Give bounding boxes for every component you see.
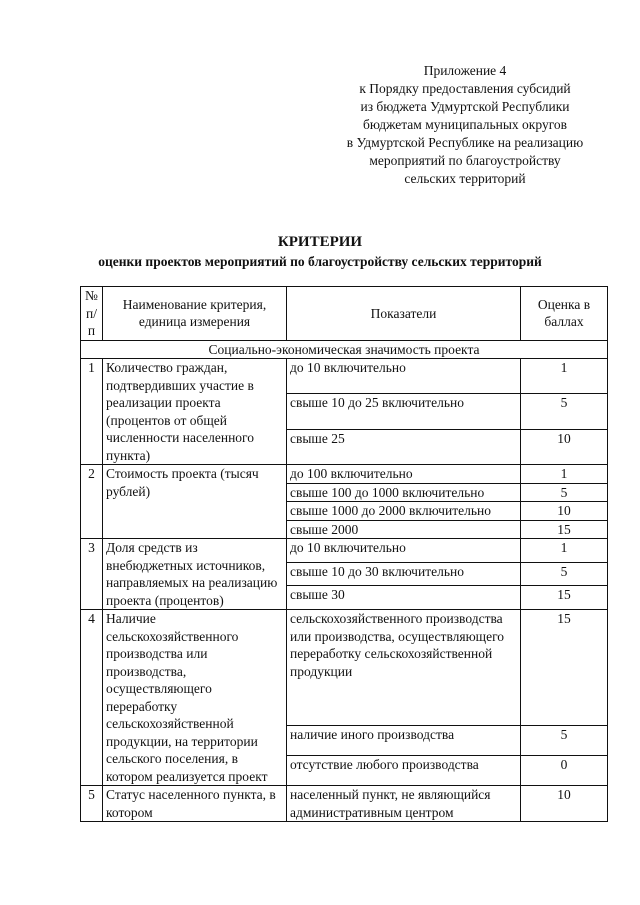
appendix-line: Приложение 4 xyxy=(423,63,507,78)
indicator: свыше 10 до 25 включительно xyxy=(287,394,521,429)
indicator: свыше 1000 до 2000 включительно xyxy=(287,502,521,521)
header-score: Оценка в баллах xyxy=(521,287,608,341)
score: 15 xyxy=(521,520,608,539)
section-title: Социально-экономическая значимость проекта xyxy=(81,340,608,359)
table-row xyxy=(81,539,608,563)
score: 15 xyxy=(521,586,608,610)
indicator: свыше 25 xyxy=(287,429,521,464)
criteria-table xyxy=(80,286,608,822)
indicator: наличие иного производства xyxy=(287,725,521,755)
criterion-name: Стоимость проекта (тысяч рублей) xyxy=(103,465,287,539)
document-subtitle: оценки проектов мероприятий по благоустройству сельских территорий xyxy=(98,254,542,269)
criterion-number: 2 xyxy=(81,465,103,539)
appendix-heading xyxy=(330,62,600,188)
indicator: свыше 100 до 1000 включительно xyxy=(287,483,521,502)
score: 5 xyxy=(521,562,608,586)
indicator: до 100 включительно xyxy=(287,465,521,484)
score: 15 xyxy=(521,610,608,726)
table-row xyxy=(81,786,608,822)
section-row xyxy=(81,340,608,359)
score: 10 xyxy=(521,502,608,521)
criterion-number: 1 xyxy=(81,359,103,465)
header-num: № п/п xyxy=(81,287,103,341)
score: 5 xyxy=(521,394,608,429)
table-row xyxy=(81,359,608,394)
score: 1 xyxy=(521,465,608,484)
score: 5 xyxy=(521,483,608,502)
appendix-line: бюджетам муниципальных округов xyxy=(362,117,568,132)
criterion-number: 3 xyxy=(81,539,103,610)
score: 10 xyxy=(521,429,608,464)
appendix-line: мероприятий по благоустройству xyxy=(369,153,561,168)
criterion-name: Наличие сельскохозяйственного производства или производства, осуществляющего переработку сельскохозяйственной продукции, на территории сельского поселения, в котором реализуется проект xyxy=(103,610,287,786)
indicator: свыше 30 xyxy=(287,586,521,610)
score: 10 xyxy=(521,786,608,822)
indicator: до 10 включительно xyxy=(287,539,521,563)
score: 0 xyxy=(521,755,608,785)
indicator: свыше 2000 xyxy=(287,520,521,539)
table-row xyxy=(81,610,608,726)
score: 1 xyxy=(521,539,608,563)
document-title: КРИТЕРИИ xyxy=(277,234,363,250)
criterion-name: Статус населенного пункта, в котором xyxy=(103,786,287,822)
indicator: свыше 10 до 30 включительно xyxy=(287,562,521,586)
appendix-line: из бюджета Удмуртской Республики xyxy=(360,99,570,114)
criterion-name: Количество граждан, подтвердивших участие в реализации проекта (процентов от общей численности населенного пункта) xyxy=(103,359,287,465)
appendix-line: в Удмуртской Республике на реализацию xyxy=(346,135,584,150)
appendix-line: сельских территорий xyxy=(404,171,526,186)
header-criterion: Наименование критерия, единица измерения xyxy=(103,287,287,341)
criterion-name: Доля средств из внебюджетных источников, направляемых на реализацию проекта (процентов) xyxy=(103,539,287,610)
header-row xyxy=(81,287,608,341)
criterion-number: 5 xyxy=(81,786,103,822)
appendix-line: к Порядку предоставления субсидий xyxy=(359,81,571,96)
indicator: населенный пункт, не являющийся административным центром xyxy=(287,786,521,822)
score: 5 xyxy=(521,725,608,755)
criterion-number: 4 xyxy=(81,610,103,786)
indicator: до 10 включительно xyxy=(287,359,521,394)
indicator: отсутствие любого производства xyxy=(287,755,521,785)
table-row xyxy=(81,465,608,484)
header-indicators: Показатели xyxy=(287,287,521,341)
score: 1 xyxy=(521,359,608,394)
indicator: сельскохозяйственного производства или производства, осуществляющего переработку сельскохозяйственной продукции xyxy=(287,610,521,726)
